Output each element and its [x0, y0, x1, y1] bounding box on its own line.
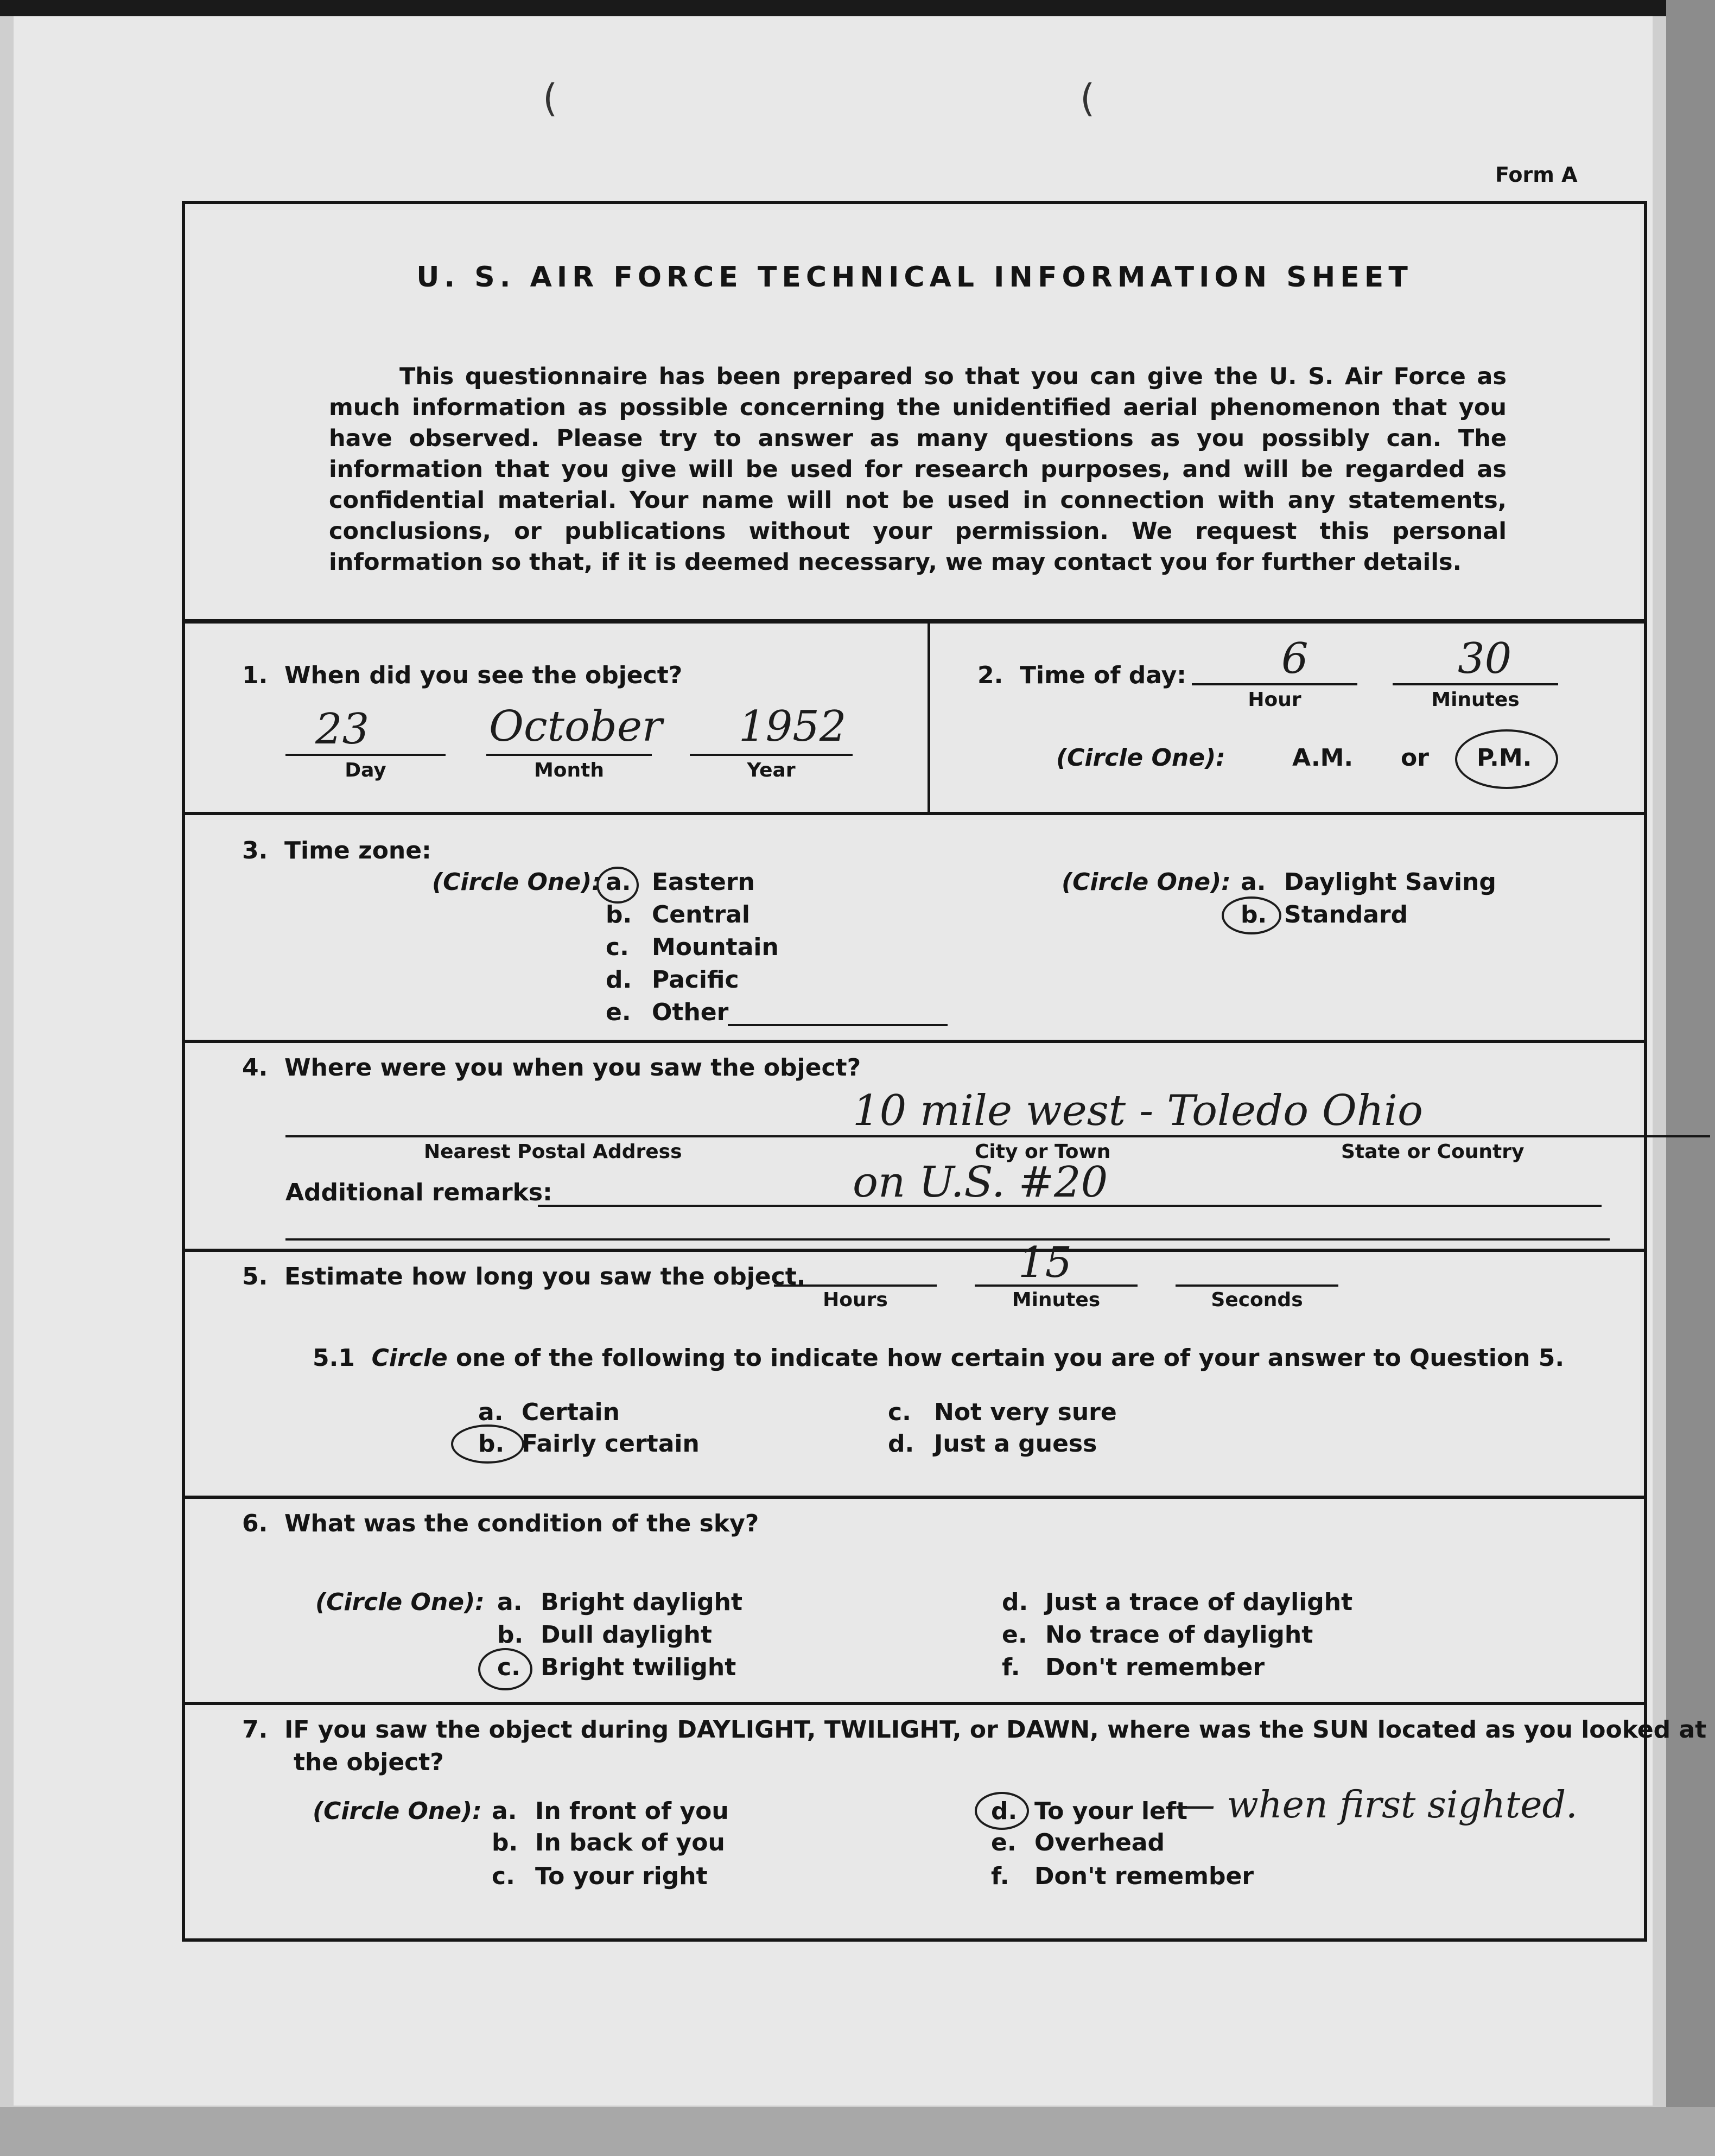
- q7-option-to-right[interactable]: To your right: [535, 1862, 708, 1890]
- q4-remarks-line-2: [285, 1238, 1610, 1241]
- q7-option-in-front[interactable]: In front of you: [535, 1797, 729, 1825]
- q6-question: [242, 1510, 759, 1537]
- q6-circle-one: (Circle One):: [315, 1588, 485, 1616]
- q7-option-dont-remember[interactable]: Don't remember: [1034, 1862, 1254, 1890]
- q6-option-d-key: d.: [1002, 1588, 1028, 1616]
- q4-address-line: [285, 1135, 1710, 1137]
- q1-year-label: Year: [747, 759, 796, 781]
- q5-seconds-label: Seconds: [1211, 1289, 1303, 1311]
- q7-text-line2: the object?: [294, 1748, 444, 1776]
- q2-hour-label: Hour: [1248, 689, 1301, 711]
- q3-zone-central[interactable]: Central: [652, 901, 750, 928]
- q5-option-certain[interactable]: Certain: [522, 1398, 620, 1426]
- q3-zone-eastern[interactable]: Eastern: [652, 868, 755, 896]
- q6-option-dull-daylight[interactable]: Dull daylight: [541, 1621, 712, 1649]
- q4-postal-label: Nearest Postal Address: [424, 1141, 682, 1163]
- q5-seconds-line: [1176, 1284, 1338, 1287]
- q3-zone-b-key: b.: [606, 901, 632, 928]
- q6-option-trace-daylight[interactable]: Just a trace of daylight: [1045, 1588, 1353, 1616]
- q5-number: 5.: [242, 1263, 268, 1290]
- q2-am-option[interactable]: A.M.: [1292, 744, 1354, 772]
- q5-minutes-line: [975, 1284, 1138, 1287]
- q5-option-c-key: c.: [888, 1398, 911, 1426]
- q4-remarks-answer: on U.S. #20: [853, 1158, 1108, 1207]
- q5-1-question: [313, 1344, 1564, 1372]
- q7-option-e-key: e.: [991, 1829, 1017, 1856]
- q4-remarks-line: [538, 1205, 1602, 1207]
- q3-number: 3.: [242, 837, 268, 864]
- q5-1-number: 5.1: [313, 1344, 355, 1372]
- q2-pm-option[interactable]: P.M.: [1477, 744, 1532, 772]
- q7-option-in-back[interactable]: In back of you: [535, 1829, 725, 1856]
- q2-number: 2.: [977, 662, 1003, 689]
- fairly-certain-circle-mark: [451, 1424, 524, 1464]
- q3-zone-mountain[interactable]: Mountain: [652, 933, 779, 961]
- header-section: [185, 204, 1644, 622]
- section-q4: [185, 1040, 1644, 1251]
- q6-option-a-key: a.: [497, 1588, 523, 1616]
- q3-zone-a-key: a.: [606, 868, 631, 896]
- q1-day-answer: 23: [315, 705, 370, 754]
- standard-circle-mark: [1222, 896, 1281, 934]
- q5-1-circle-word: Circle: [371, 1344, 448, 1372]
- q2-or: or: [1401, 744, 1429, 772]
- q7-text-line1: IF you saw the object during DAYLIGHT, TWILIGHT, or DAWN, where was the SUN located as you looked at: [284, 1716, 1707, 1744]
- q5-minutes-answer: 15: [1018, 1238, 1072, 1287]
- q1-month-line: [486, 754, 652, 756]
- q1-year-line: [690, 754, 853, 756]
- scan-top-edge: [0, 0, 1715, 16]
- q5-option-d-key: d.: [888, 1430, 914, 1458]
- bright-twilight-circle-mark: [478, 1648, 532, 1690]
- form-label: Form A: [1495, 163, 1578, 187]
- q3-saving-b-key: b.: [1241, 901, 1267, 928]
- q5-text: Estimate how long you saw the object.: [284, 1263, 806, 1290]
- section-q3: [185, 812, 1644, 1042]
- q4-city-label: City or Town: [975, 1141, 1111, 1163]
- q5-option-b-key: b.: [478, 1430, 505, 1458]
- q3-question: [242, 837, 431, 864]
- q4-question: [242, 1054, 861, 1082]
- q5-option-fairly-certain[interactable]: Fairly certain: [522, 1430, 700, 1458]
- q2-minutes-line: [1393, 683, 1558, 685]
- q6-option-bright-daylight[interactable]: Bright daylight: [541, 1588, 743, 1616]
- q5-option-just-a-guess[interactable]: Just a guess: [934, 1430, 1097, 1458]
- q6-option-bright-twilight[interactable]: Bright twilight: [541, 1653, 736, 1681]
- q3-circle-one: (Circle One):: [432, 868, 601, 896]
- q1-month-answer: October: [489, 702, 663, 751]
- q1-question: [242, 662, 682, 689]
- pm-circle-mark: [1455, 729, 1558, 789]
- section-q1-q2: [185, 619, 1644, 815]
- form-title: U. S. AIR FORCE TECHNICAL INFORMATION SHEET: [416, 261, 1413, 294]
- eastern-circle-mark: [596, 867, 639, 904]
- q7-option-d-key: d.: [991, 1797, 1018, 1825]
- q1-day-line: [285, 754, 446, 756]
- q2-minutes-answer: 30: [1458, 634, 1512, 683]
- q3-saving-a-key: a.: [1241, 868, 1266, 896]
- q5-question: [242, 1263, 805, 1290]
- q3-zone-d-key: d.: [606, 966, 632, 994]
- q3-zone-other[interactable]: Other: [652, 998, 729, 1026]
- q2-question: [977, 662, 1186, 689]
- q3-other-line: [728, 1024, 948, 1026]
- q6-option-c-key: c.: [497, 1653, 520, 1681]
- form-frame: [182, 201, 1707, 1942]
- q4-remarks-label: Additional remarks:: [285, 1179, 552, 1206]
- section-q7: [185, 1702, 1707, 1941]
- q7-circle-one: (Circle One):: [313, 1797, 482, 1825]
- q5-1-text: one of the following to indicate how certain you are of your answer to Question 5.: [456, 1344, 1565, 1372]
- q6-option-dont-remember[interactable]: Don't remember: [1045, 1653, 1265, 1681]
- q1-text: When did you see the object?: [284, 662, 683, 689]
- q7-option-f-key: f.: [991, 1862, 1009, 1890]
- vertical-divider: [928, 624, 930, 815]
- q4-number: 4.: [242, 1054, 268, 1082]
- q3-zone-c-key: c.: [606, 933, 629, 961]
- q4-state-label: State or Country: [1341, 1141, 1525, 1163]
- scan-mark: (: [543, 76, 558, 120]
- q3-text: Time zone:: [284, 837, 431, 864]
- q2-circle-one: (Circle One):: [1056, 744, 1225, 772]
- q2-hour-line: [1192, 683, 1357, 685]
- q6-text: What was the condition of the sky?: [284, 1510, 759, 1537]
- q6-option-f-key: f.: [1002, 1653, 1020, 1681]
- q3-zone-e-key: e.: [606, 998, 631, 1026]
- section-q5: [185, 1238, 1644, 1498]
- q6-option-b-key: b.: [497, 1621, 524, 1649]
- q3-standard[interactable]: Standard: [1284, 901, 1408, 928]
- q6-option-no-trace[interactable]: No trace of daylight: [1045, 1621, 1313, 1649]
- q7-option-to-left[interactable]: To your left: [1034, 1797, 1188, 1825]
- q3-zone-pacific[interactable]: Pacific: [652, 966, 739, 994]
- scan-bottom-edge: [0, 2107, 1715, 2156]
- q1-month-label: Month: [533, 759, 605, 781]
- intro-text: This questionnaire has been prepared so that you can give the U. S. Air Force as much information as possible concerning the unidentified aerial phenomenon that you have observed. Please try to answer as many questions as you possibly can. The information that you give will be used for research purposes, and will be regarded as confidential material. Your name will not be used in connection with any statements, conclusions, or publications without your permission. We request this personal information so that, if it is deemed necessary, we may contact you for further details.: [329, 363, 1507, 576]
- form-page: [14, 16, 1707, 2106]
- q3-daylight-saving[interactable]: Daylight Saving: [1284, 868, 1496, 896]
- q1-number: 1.: [242, 662, 268, 689]
- scan-mark: (: [1080, 76, 1095, 120]
- q5-option-a-key: a.: [478, 1398, 504, 1426]
- q7-option-b-key: b.: [492, 1829, 518, 1856]
- q7-number: 7.: [242, 1716, 268, 1744]
- q6-option-e-key: e.: [1002, 1621, 1027, 1649]
- q5-minutes-label: Minutes: [1012, 1289, 1101, 1311]
- q2-minutes-label: Minutes: [1431, 689, 1520, 711]
- scan-right-edge: [1666, 0, 1715, 2156]
- q7-handwritten-note: — when first sighted.: [1178, 1784, 1578, 1827]
- q4-location-answer: 10 mile west - Toledo Ohio: [853, 1086, 1423, 1135]
- intro-paragraph: [329, 361, 1507, 578]
- q7-option-a-key: a.: [492, 1797, 517, 1825]
- to-left-circle-mark: [975, 1792, 1029, 1830]
- q2-hour-answer: 6: [1281, 634, 1309, 683]
- q7-option-c-key: c.: [492, 1862, 515, 1890]
- q7-option-overhead[interactable]: Overhead: [1034, 1829, 1165, 1856]
- q1-day-label: Day: [345, 759, 386, 781]
- q3-circle-one-2: (Circle One):: [1062, 868, 1231, 896]
- q5-hours-line: [774, 1284, 937, 1287]
- section-q6: [185, 1496, 1644, 1705]
- q5-option-not-very-sure[interactable]: Not very sure: [934, 1398, 1117, 1426]
- q5-hours-label: Hours: [823, 1289, 888, 1311]
- q6-number: 6.: [242, 1510, 268, 1537]
- q1-year-answer: 1952: [739, 702, 847, 751]
- q2-text: Time of day:: [1019, 662, 1186, 689]
- q4-text: Where were you when you saw the object?: [284, 1054, 861, 1082]
- q7-question: [242, 1716, 1706, 1744]
